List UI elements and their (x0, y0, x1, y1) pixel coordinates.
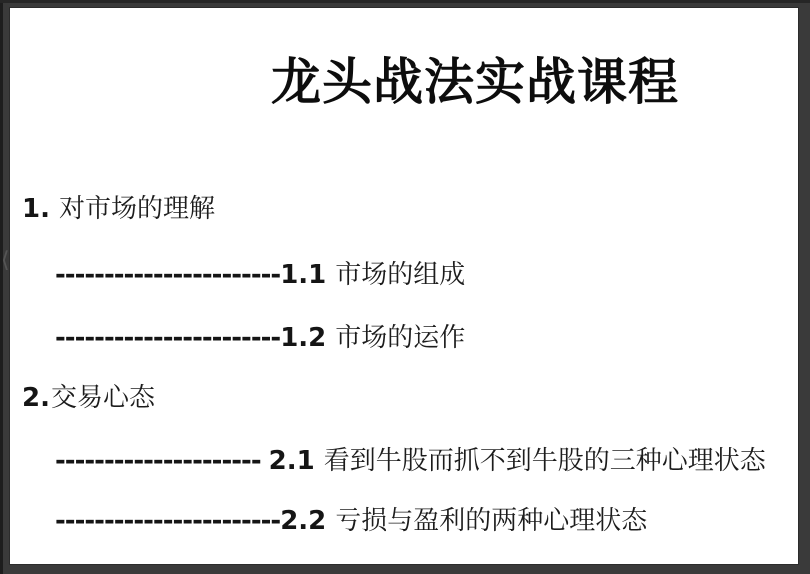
outline-item-1-1-dashes: ----------------------- (55, 260, 281, 290)
outline-item-2-number: 2. (22, 383, 50, 413)
outline-item-2-2-text: 亏损与盈利的两种心理状态 (335, 506, 648, 536)
slide-page (10, 8, 798, 564)
outline-item-2-2-number: 2.2 (280, 506, 327, 536)
outline-item-2-1-text: 看到牛股而抓不到牛股的三种心理状态 (323, 446, 766, 476)
outline-item-1-text: 对市场的理解 (58, 194, 215, 224)
slide-title: 龙头战法实战课程 (271, 52, 679, 111)
outline-item-1-number: 1. (22, 194, 50, 224)
left-edge-chevron-icon: ⟨ (1, 248, 10, 273)
frame-edge-left (0, 0, 3, 574)
outline-item-1-2-text: 市场的运作 (335, 323, 466, 353)
frame-edge-top (0, 0, 810, 3)
outline-item-1 (22, 194, 215, 224)
outline-item-2-1-number: 2.1 (268, 446, 315, 476)
outline-item-2-1-dashes: --------------------- (55, 446, 269, 476)
outline-item-2-2-dashes: ----------------------- (55, 506, 281, 536)
outline-item-1-1 (55, 260, 465, 290)
outline-item-1-2-dashes: ----------------------- (55, 323, 281, 353)
outline-item-2 (22, 383, 155, 413)
outline-item-1-2-number: 1.2 (280, 323, 327, 353)
outline-item-1-2 (55, 323, 465, 353)
outline-item-2-text: 交易心态 (50, 383, 155, 413)
outline-item-2-1 (55, 446, 766, 476)
outline-item-1-1-number: 1.1 (280, 260, 327, 290)
outline-item-1-1-text: 市场的组成 (335, 260, 466, 290)
outline-item-2-2 (55, 506, 647, 536)
